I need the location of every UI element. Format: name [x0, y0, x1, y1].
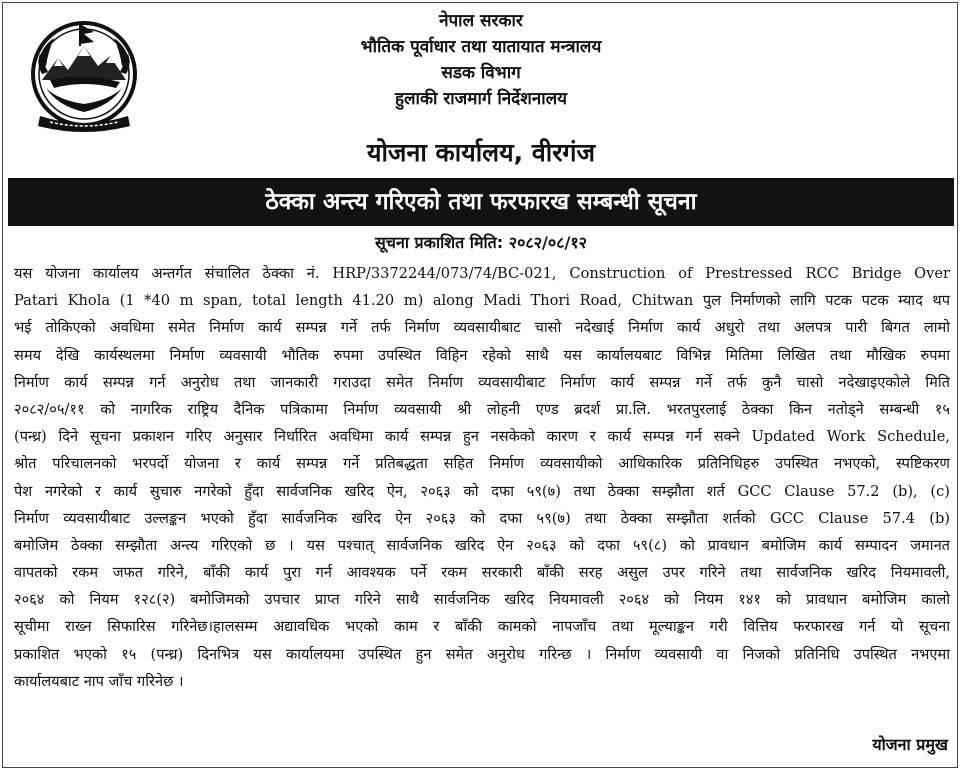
body-line: समय देखि कार्यस्थलमा निर्माण व्यवसायी भौतिक रुपमा उपस्थित विहिन रहेको साथै यस कार्यालयबाट विभिन्न मितिमा लिखित तथा मौखिक रुपमा [14, 346, 950, 364]
body-line: कार्यालयबाट नाप जाँच गरिनेछ । [14, 672, 184, 690]
body-line: २०६४ को नियम १२८(२) बमोजिमको उपचार प्राप्त गरिने साथै सार्वजनिक खरिद नियमावली २०६४ को नियम १४१ को प्रावधान बमोजिम कालो [14, 591, 950, 609]
body-line: श्रोत परिचालनको भरपर्दो योजना र कार्य सम्पन्न गर्ने प्रतिबद्धता सहित निर्माण व्यवसायीको आधिकारिक प्रतिनिधिहरु उपस्थित नभएको, स्पष्टिकरण [14, 455, 950, 473]
body-line: वापतको रकम जफत गरिने, बाँकी कार्य पुरा गर्न आवश्यक पर्ने रकम सरकारी बाँकी सरह असुल उपर गरिने तथा सार्वजनिक खरिद नियमावली, [14, 564, 950, 582]
body-line: निर्माण व्यवसायीबाट उल्लङ्कन भएको हुँदा सार्वजनिक खरिद ऐन २०६३ को दफा ५९(७) तथा ठेक्का सम्झौता शर्तको GCC Clause 57.4 (b) [14, 509, 950, 527]
office-name: योजना कार्यालय, वीरगंज [366, 138, 596, 167]
body-line: सूचीमा राख्न सिफारिस गरिनेछ।हालसम्म अद्यावधिक भएको काम र बाँकी कामको नापजाँच तथा मूल्याङ्कन गरी वित्तिय फरफारख गर्न यो सूचना [14, 618, 950, 636]
directorate-name: हुलाकी राजमार्ग निर्देशनालय [394, 89, 567, 109]
notice-body [14, 260, 950, 695]
body-line: (पन्ध्र) दिने सूचना प्रकाशन गरिए अनुसार निर्धारित अवधिमा कार्य सम्पन्न हुन नसकेको कारण र कार्य सम्पन्न गर्न सक्ने Updated Work Schedule, [14, 428, 950, 446]
body-line: भई तोकिएको अवधिमा समेत निर्माण कार्य सम्पन्न गर्ने तर्फ निर्माण व्यवसायीबाट चासो नदेखाई निर्माण कार्य अधुरो तथा अलपत्र पारी बिगत लामो [14, 319, 950, 337]
signatory-title: योजना प्रमुख [872, 735, 948, 754]
body-line: २०८२/०५/११ को नागरिक राष्ट्रिय दैनिक पत्रिकामा निर्माण व्यवसायी श्री लोहनी एण्ड ब्रदर्श प्रा.लि. भरतपुरलाई ठेक्का किन नतोड्ने सम्बन्धी १५ [14, 400, 950, 418]
body-line: यस योजना कार्यालय अन्तर्गत संचालित ठेक्का नं. HRP/3372244/073/74/BC-021, Construction of Prestressed RCC Bridge Over [14, 265, 950, 282]
body-line: प्रकाशित भएको १५ (पन्ध्र) दिनभित्र यस कार्यालयमा उपस्थित हुन समेत अनुरोध गरिन्छ । निर्माण व्यवसायी वा निजको प्रतिनिधि उपस्थित नभएमा [14, 645, 950, 663]
ministry-name: भौतिक पूर्वाधार तथा यातायात मन्त्रालय [360, 37, 602, 57]
issuing-authority [190, 8, 772, 112]
government-name: नेपाल सरकार [439, 11, 523, 31]
body-line: Patari Khola (1 *40 m span, total length 41.20 m) along Madi Thori Road, Chitwan पुल निर्माणको लागि पटक पटक म्याद थप [14, 292, 950, 310]
department-name: सडक विभाग [441, 63, 521, 83]
nepal-government-emblem-icon [28, 16, 140, 134]
body-line: पेश नगरेको र कार्य सुचारु नगरेको हुँदा सार्वजनिक खरिद ऐन, २०६३ को दफा ५९(७) तथा ठेक्का सम्झौता शर्त GCC Clause 57.2 (b), (c) [14, 482, 950, 500]
emblem-graphic [28, 16, 140, 134]
notice-title: ठेक्का अन्त्य गरिएको तथा फरफारख सम्बन्धी सूचना [8, 178, 954, 226]
body-line: निर्माण कार्य सम्पन्न गर्न अनुरोध तथा जानकारी गराउदा समेत निर्माण व्यवसायीबाट निर्माण कार्य सम्पन्न गर्ने तर्फ कुनै चासो नदेखाइएकोले मिति [14, 373, 950, 391]
body-line: बमोजिम ठेक्का सम्झौता अन्त्य गरिएको छ । यस पश्चात् सार्वजनिक खरिद ऐन २०६३ को दफा ५९(८) को प्रावधान बमोजिम कार्य सम्पादन जमानत [14, 536, 950, 554]
published-date: सूचना प्रकाशित मिति: २०८२/०८/१२ [374, 233, 587, 252]
